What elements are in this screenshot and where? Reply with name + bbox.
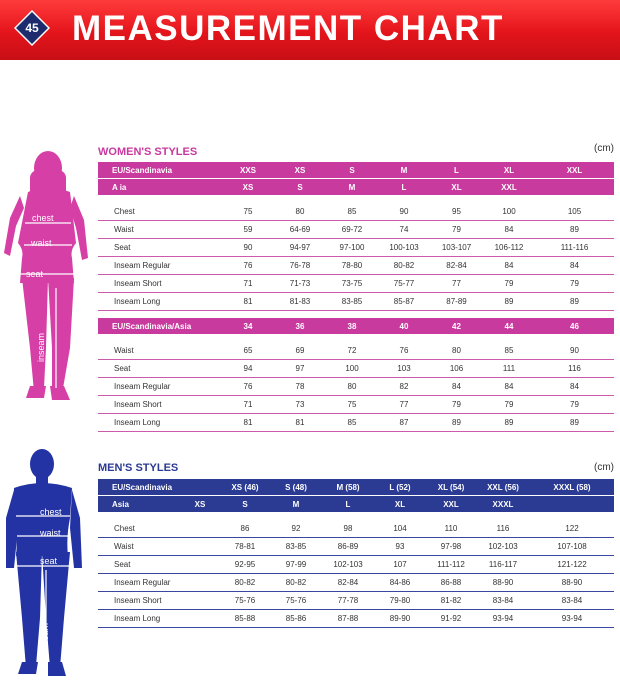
row-label: Inseam Short — [98, 396, 222, 414]
table-cell: 80-82 — [378, 257, 430, 275]
table-cell: 59 — [222, 221, 274, 239]
table-cell: 79 — [430, 221, 483, 239]
table-cell: 88-90 — [530, 574, 614, 592]
table-cell: 100-103 — [378, 239, 430, 257]
table-cell: 73 — [274, 396, 326, 414]
table-row — [98, 275, 614, 293]
women-chest-label: chest — [32, 213, 54, 223]
header-cell: EU/Scandinavia — [98, 162, 222, 179]
women-section-title: WOMEN'S STYLES — [98, 146, 198, 158]
row-label: Inseam Long — [98, 610, 220, 628]
header-cell: M — [378, 162, 430, 179]
table-cell: 75-76 — [220, 592, 270, 610]
table-cell: 80-82 — [220, 574, 270, 592]
men-header-eu — [98, 479, 614, 496]
women-header-numeric — [98, 318, 614, 334]
table-cell: 65 — [222, 342, 274, 360]
table-row — [98, 610, 614, 628]
table-cell: 76 — [222, 257, 274, 275]
table-cell: 84 — [483, 221, 535, 239]
men-unit-label: (cm) — [594, 462, 614, 473]
table-cell: 72 — [326, 342, 378, 360]
row-label: Seat — [98, 239, 222, 257]
table-cell: 79 — [430, 396, 483, 414]
table-cell: 84 — [535, 378, 614, 396]
table-cell: 85 — [326, 414, 378, 432]
table-cell: 106-112 — [483, 239, 535, 257]
women-size-table — [98, 162, 614, 311]
table-cell: 79 — [483, 396, 535, 414]
table-spacer — [98, 512, 614, 520]
table-cell: 116-117 — [476, 556, 530, 574]
table-row — [98, 221, 614, 239]
table-cell: 71-73 — [274, 275, 326, 293]
table-row — [98, 574, 614, 592]
header-cell: L — [322, 496, 374, 513]
header-cell: XXXL (58) — [530, 479, 614, 496]
women-unit-label: (cm) — [594, 143, 614, 154]
brand-badge-number: 45 — [25, 21, 39, 35]
header-cell: S — [326, 162, 378, 179]
men-inseam-label: inseam — [40, 622, 50, 652]
table-row — [98, 360, 614, 378]
table-cell: 116 — [476, 520, 530, 538]
table-cell: 82 — [378, 378, 430, 396]
table-cell: 103-107 — [430, 239, 483, 257]
table-cell: 84 — [483, 378, 535, 396]
table-cell: 73-75 — [326, 275, 378, 293]
header-cell: XXS — [222, 162, 274, 179]
table-row — [98, 396, 614, 414]
row-label: Inseam Long — [98, 293, 222, 311]
header-cell: L — [430, 162, 483, 179]
women-inseam-label: inseam — [36, 332, 46, 362]
table-cell: 82-84 — [322, 574, 374, 592]
table-cell: 79-80 — [374, 592, 426, 610]
header-cell: L (52) — [374, 479, 426, 496]
table-cell: 107 — [374, 556, 426, 574]
table-cell: 93 — [374, 538, 426, 556]
table-cell: 84 — [430, 378, 483, 396]
table-cell: 79 — [535, 396, 614, 414]
row-label: Waist — [98, 538, 220, 556]
header-cell: S — [274, 179, 326, 196]
table-row — [98, 556, 614, 574]
table-cell: 85 — [483, 342, 535, 360]
row-label: Inseam Regular — [98, 257, 222, 275]
row-label: Inseam Regular — [98, 574, 220, 592]
table-cell: 83-85 — [270, 538, 322, 556]
table-cell: 103 — [378, 360, 430, 378]
women-header-asia — [98, 179, 614, 196]
men-seat-label: seat — [40, 556, 58, 566]
table-cell: 77 — [378, 396, 430, 414]
table-cell: 87 — [378, 414, 430, 432]
table-row — [98, 538, 614, 556]
table-cell: 90 — [222, 239, 274, 257]
table-cell: 80 — [326, 378, 378, 396]
table-row — [98, 378, 614, 396]
table-cell: 102-103 — [476, 538, 530, 556]
table-cell: 89 — [535, 221, 614, 239]
table-cell: 85-86 — [270, 610, 322, 628]
table-cell: 75-77 — [378, 275, 430, 293]
table-cell: 71 — [222, 396, 274, 414]
table-cell: 121-122 — [530, 556, 614, 574]
table-row — [98, 203, 614, 221]
men-waist-label: waist — [40, 528, 61, 538]
table-cell: 75 — [326, 396, 378, 414]
header-cell: XXXL — [476, 496, 530, 513]
table-spacer — [98, 195, 614, 203]
table-cell: 85-88 — [220, 610, 270, 628]
table-cell: 71 — [222, 275, 274, 293]
table-cell: 87-89 — [430, 293, 483, 311]
table-cell: 74 — [378, 221, 430, 239]
table-cell: 97-98 — [426, 538, 476, 556]
header-cell: XXL — [483, 179, 535, 196]
men-section-title: MEN'S STYLES — [98, 462, 179, 474]
table-cell: 76-78 — [274, 257, 326, 275]
table-cell: 86 — [220, 520, 270, 538]
women-seat-label: seat — [26, 269, 44, 279]
table-cell: 86-89 — [322, 538, 374, 556]
table-cell: 85 — [326, 203, 378, 221]
table-row — [98, 414, 614, 432]
row-label: Waist — [98, 221, 222, 239]
header-cell: S — [220, 496, 270, 513]
table-cell: 102-103 — [322, 556, 374, 574]
header-cell: XL — [483, 162, 535, 179]
table-row — [98, 257, 614, 275]
table-cell: 77-78 — [322, 592, 374, 610]
table-cell: 84 — [535, 257, 614, 275]
table-cell: 81-82 — [426, 592, 476, 610]
table-cell: 90 — [378, 203, 430, 221]
table-cell: 89-90 — [374, 610, 426, 628]
men-chest-label: chest — [40, 507, 62, 517]
table-cell: 90 — [535, 342, 614, 360]
men-size-table — [98, 479, 614, 628]
table-cell: 76 — [378, 342, 430, 360]
table-cell: 87-88 — [322, 610, 374, 628]
table-cell: 80-82 — [270, 574, 322, 592]
header-cell: 34 — [222, 318, 274, 334]
table-cell: 85-87 — [378, 293, 430, 311]
table-cell: 105 — [535, 203, 614, 221]
table-cell: 122 — [530, 520, 614, 538]
row-label: Chest — [98, 203, 222, 221]
table-cell: 95 — [430, 203, 483, 221]
table-cell: 94 — [222, 360, 274, 378]
row-label: Seat — [98, 556, 220, 574]
row-label: Inseam Short — [98, 275, 222, 293]
table-cell: 100 — [326, 360, 378, 378]
table-cell: 111 — [483, 360, 535, 378]
row-label: Seat — [98, 360, 222, 378]
header-cell: XL — [374, 496, 426, 513]
header-cell: M (58) — [322, 479, 374, 496]
table-cell: 76 — [222, 378, 274, 396]
header-cell — [535, 179, 614, 196]
header-cell: XL (54) — [426, 479, 476, 496]
row-label: Waist — [98, 342, 222, 360]
header-cell: S (48) — [270, 479, 322, 496]
row-label: Inseam Long — [98, 414, 222, 432]
header-cell: EU/Scandinavia — [98, 479, 180, 496]
table-cell: 81 — [222, 293, 274, 311]
table-cell: 81-83 — [274, 293, 326, 311]
table-cell: 92-95 — [220, 556, 270, 574]
table-cell: 107-108 — [530, 538, 614, 556]
table-cell: 75-76 — [270, 592, 322, 610]
table-cell: 69-72 — [326, 221, 378, 239]
header-cell: 36 — [274, 318, 326, 334]
row-label: Inseam Regular — [98, 378, 222, 396]
table-cell: 82-84 — [430, 257, 483, 275]
header-cell: M — [270, 496, 322, 513]
header-cell: Asia — [98, 496, 180, 513]
table-cell: 88-90 — [476, 574, 530, 592]
table-cell: 116 — [535, 360, 614, 378]
table-cell: 93-94 — [476, 610, 530, 628]
table-cell: 89 — [535, 414, 614, 432]
header-cell: 44 — [483, 318, 535, 334]
table-cell: 80 — [430, 342, 483, 360]
women-body-figure — [0, 148, 95, 410]
header-cell: XS — [180, 496, 220, 513]
table-row — [98, 239, 614, 257]
table-cell: 78-81 — [220, 538, 270, 556]
table-cell: 89 — [430, 414, 483, 432]
table-cell: 100 — [483, 203, 535, 221]
table-cell: 80 — [274, 203, 326, 221]
table-cell: 78-80 — [326, 257, 378, 275]
table-cell: 81 — [222, 414, 274, 432]
table-row — [98, 342, 614, 360]
table-cell: 89 — [483, 414, 535, 432]
header-cell: XS — [222, 179, 274, 196]
header-cell: M — [326, 179, 378, 196]
table-cell: 89 — [535, 293, 614, 311]
page-title: MEASUREMENT CHART — [72, 9, 504, 48]
header-cell: XS — [274, 162, 326, 179]
header-cell: 42 — [430, 318, 483, 334]
table-cell: 84-86 — [374, 574, 426, 592]
table-spacer — [98, 334, 614, 342]
row-label: Chest — [98, 520, 220, 538]
header-cell: 40 — [378, 318, 430, 334]
table-cell: 86-88 — [426, 574, 476, 592]
header-cell: XXL — [535, 162, 614, 179]
header-cell: 46 — [535, 318, 614, 334]
women-waist-label: waist — [31, 238, 52, 248]
header-cell: A ia — [98, 179, 222, 196]
table-cell: 79 — [535, 275, 614, 293]
table-row — [98, 592, 614, 610]
table-cell: 97-100 — [326, 239, 378, 257]
table-cell: 84 — [483, 257, 535, 275]
table-cell: 93-94 — [530, 610, 614, 628]
header-cell: 38 — [326, 318, 378, 334]
table-cell: 79 — [483, 275, 535, 293]
table-row — [98, 293, 614, 311]
header-cell: XS (46) — [220, 479, 270, 496]
header-cell: L — [378, 179, 430, 196]
table-cell: 104 — [374, 520, 426, 538]
women-header-eu — [98, 162, 614, 179]
table-row — [98, 520, 614, 538]
table-cell: 81 — [274, 414, 326, 432]
header-cell: XXL (56) — [476, 479, 530, 496]
table-cell: 111-112 — [426, 556, 476, 574]
table-cell: 111-116 — [535, 239, 614, 257]
table-cell: 75 — [222, 203, 274, 221]
men-header-asia — [98, 496, 614, 513]
table-cell: 98 — [322, 520, 374, 538]
table-cell: 83-84 — [530, 592, 614, 610]
table-cell: 77 — [430, 275, 483, 293]
table-cell: 94-97 — [274, 239, 326, 257]
table-cell: 97-99 — [270, 556, 322, 574]
table-cell: 69 — [274, 342, 326, 360]
table-cell: 110 — [426, 520, 476, 538]
women-numeric-size-table — [98, 318, 614, 432]
table-cell: 92 — [270, 520, 322, 538]
table-cell: 83-84 — [476, 592, 530, 610]
header-cell: EU/Scandinavia/Asia — [98, 318, 222, 334]
header-banner — [0, 0, 620, 60]
table-cell: 91-92 — [426, 610, 476, 628]
table-cell: 83-85 — [326, 293, 378, 311]
table-cell: 64-69 — [274, 221, 326, 239]
header-cell — [180, 479, 220, 496]
header-cell: XL — [430, 179, 483, 196]
row-label: Inseam Short — [98, 592, 220, 610]
header-cell — [530, 496, 614, 513]
table-cell: 89 — [483, 293, 535, 311]
table-cell: 78 — [274, 378, 326, 396]
table-cell: 106 — [430, 360, 483, 378]
header-cell: XXL — [426, 496, 476, 513]
table-cell: 97 — [274, 360, 326, 378]
